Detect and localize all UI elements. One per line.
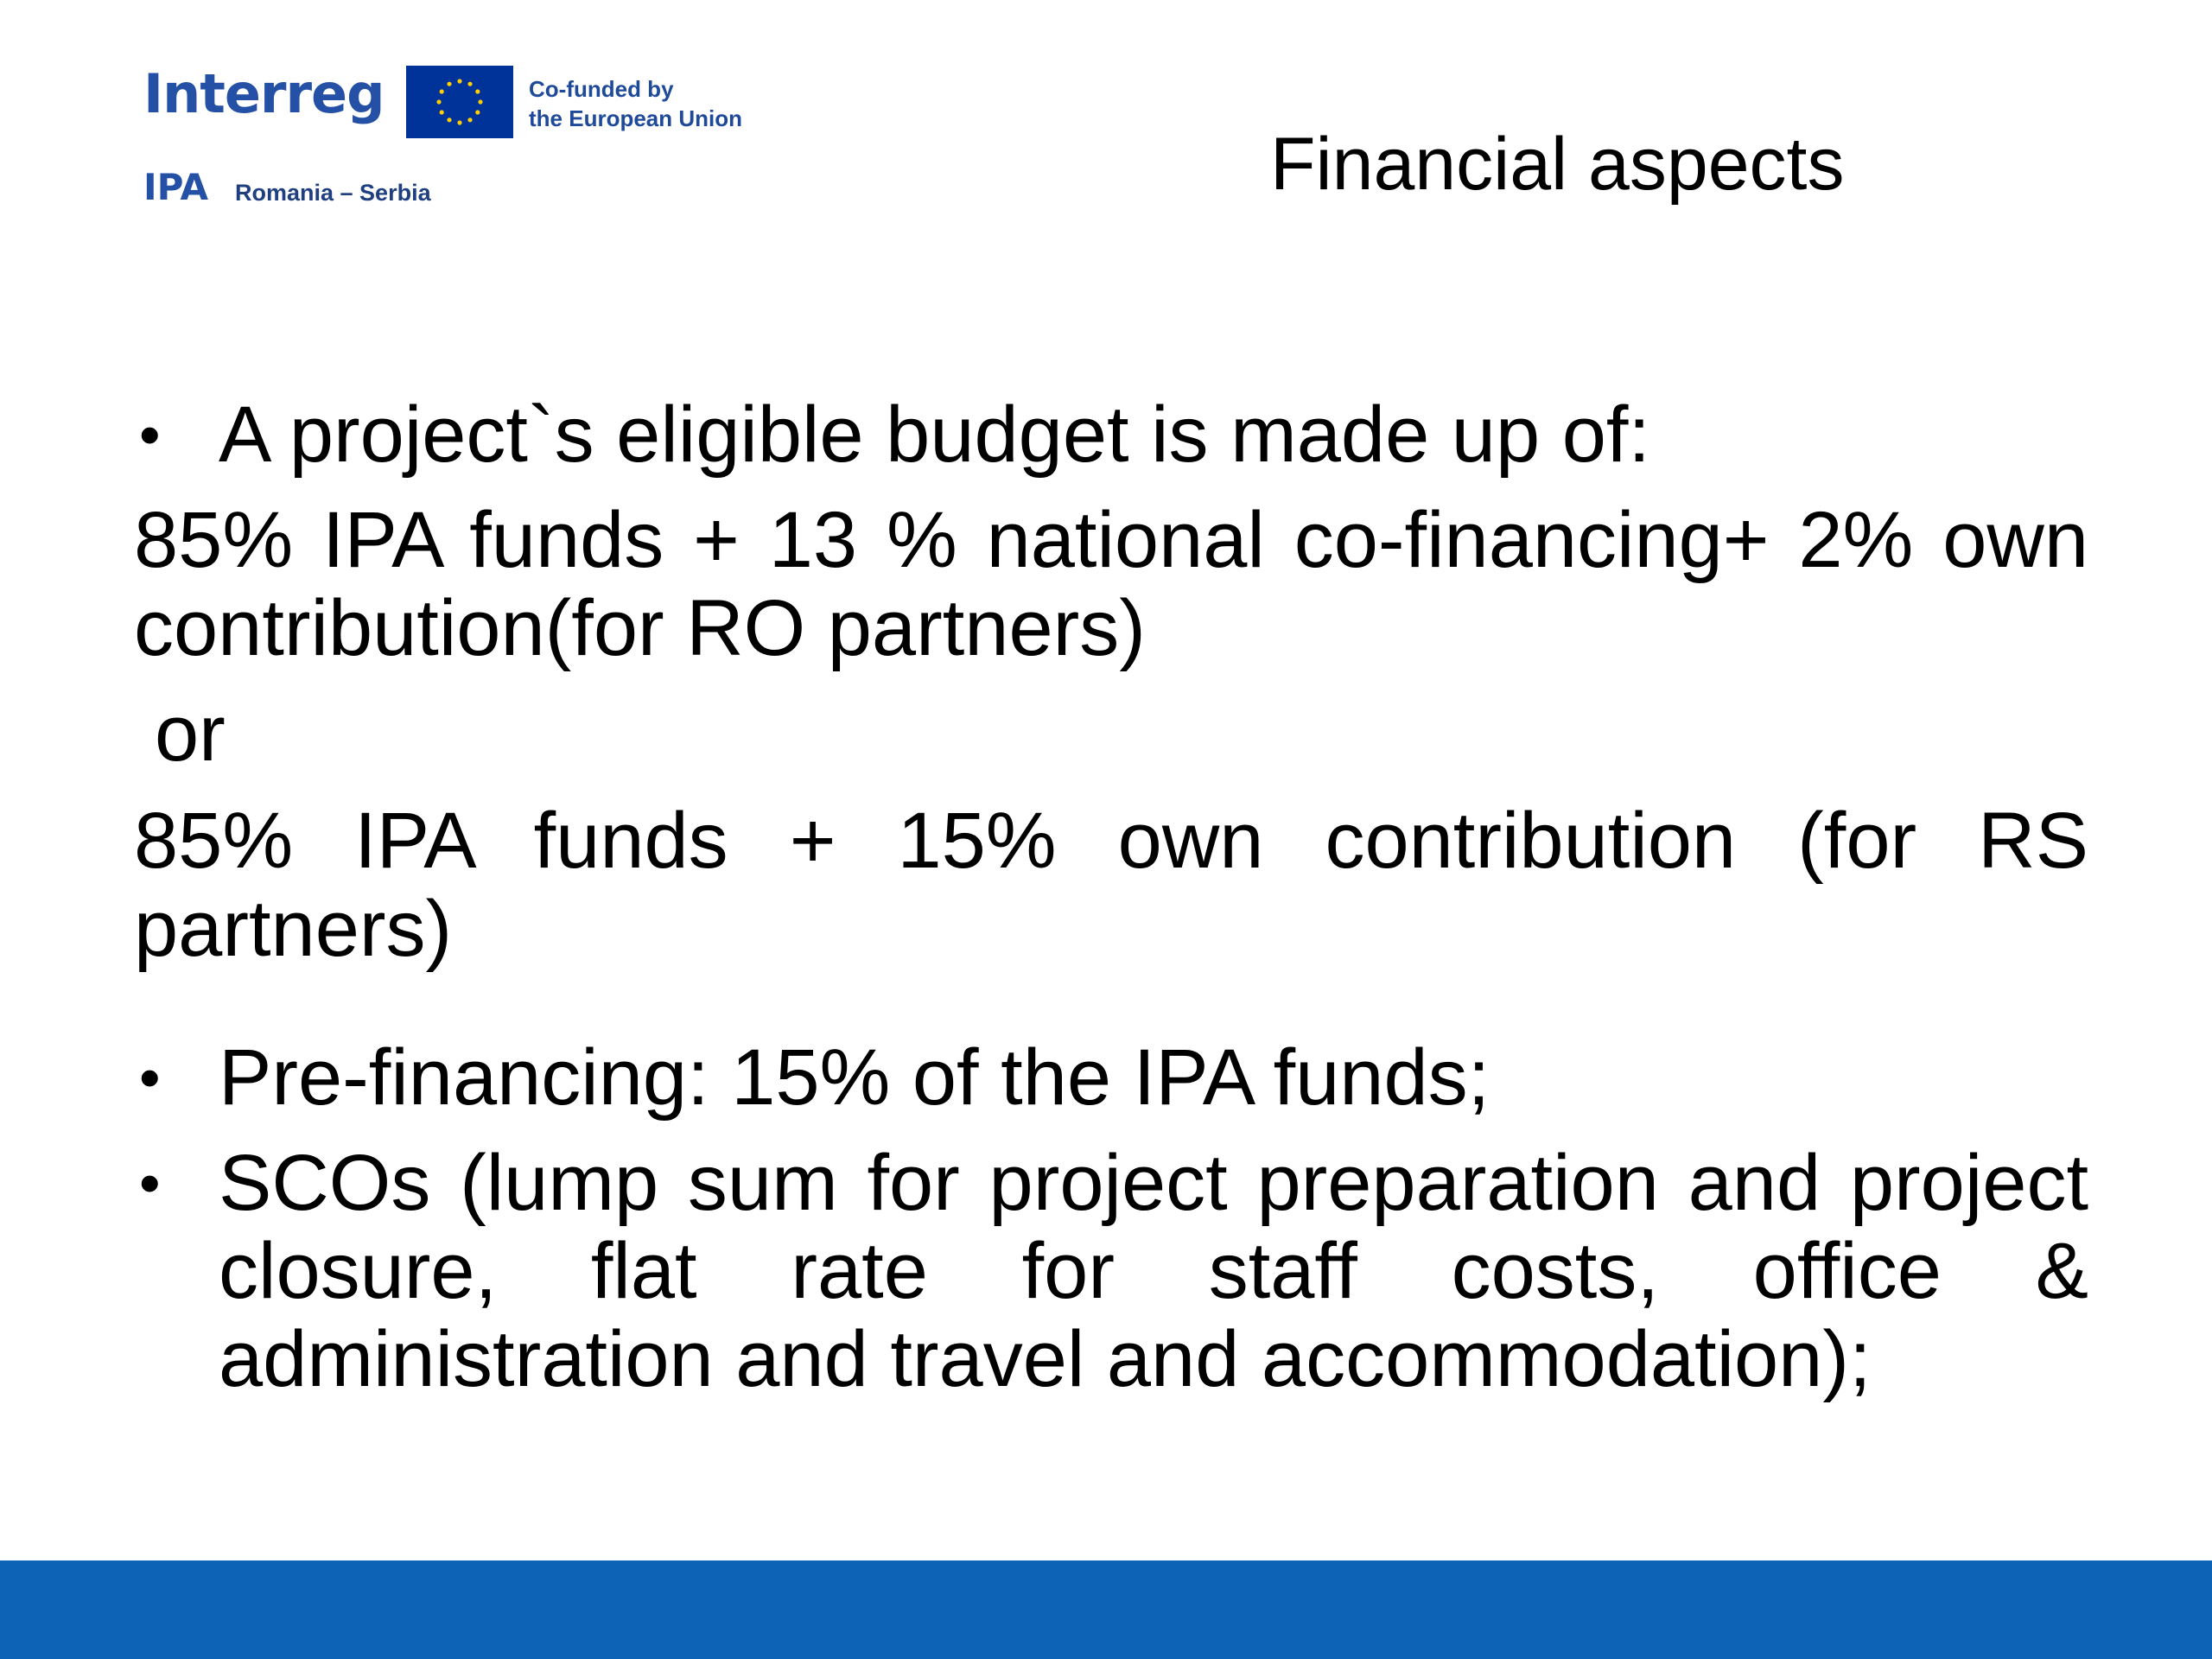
- logo-region-text: Romania – Serbia: [235, 180, 431, 206]
- eu-flag-icon: [406, 66, 513, 138]
- bullet-item-prefinancing: [134, 1033, 2088, 1122]
- bullet-item-budget: [134, 391, 2088, 479]
- slide-title: Financial aspects: [1270, 123, 1845, 206]
- bullet-item-scos: [134, 1139, 2088, 1403]
- bullet-text-scos: SCOs (lump sum for project preparation and project closure, flat rate for staff costs, office & administration and travel and accommodation);: [219, 1139, 2088, 1403]
- bullet-icon: •: [139, 1149, 161, 1217]
- interreg-logo: [138, 60, 795, 225]
- bullet-text-budget: A project`s eligible budget is made up of:: [219, 391, 1650, 479]
- bullet-text-prefinancing: Pre-financing: 15% of the IPA funds;: [219, 1033, 1491, 1122]
- eu-line-1: Co-funded by: [529, 76, 674, 102]
- logo-ipa-text: IPA: [143, 166, 209, 208]
- bullet-icon: •: [139, 1044, 161, 1111]
- or-text: or: [155, 690, 226, 778]
- bullet-icon: •: [139, 401, 161, 468]
- logo-interreg-text: Interreg: [143, 62, 385, 125]
- rs-formula-text: 85% IPA funds + 15% own contribution (for RS partners): [134, 797, 2088, 973]
- eu-line-2: the European Union: [529, 105, 742, 131]
- footer-band: [0, 1560, 2212, 1659]
- ro-formula-text: 85% IPA funds + 13 % national co-financing+ 2% own contribution(for RO partners): [134, 496, 2088, 672]
- slide-content: [134, 391, 2088, 1403]
- eu-cofunded-text: [529, 74, 805, 133]
